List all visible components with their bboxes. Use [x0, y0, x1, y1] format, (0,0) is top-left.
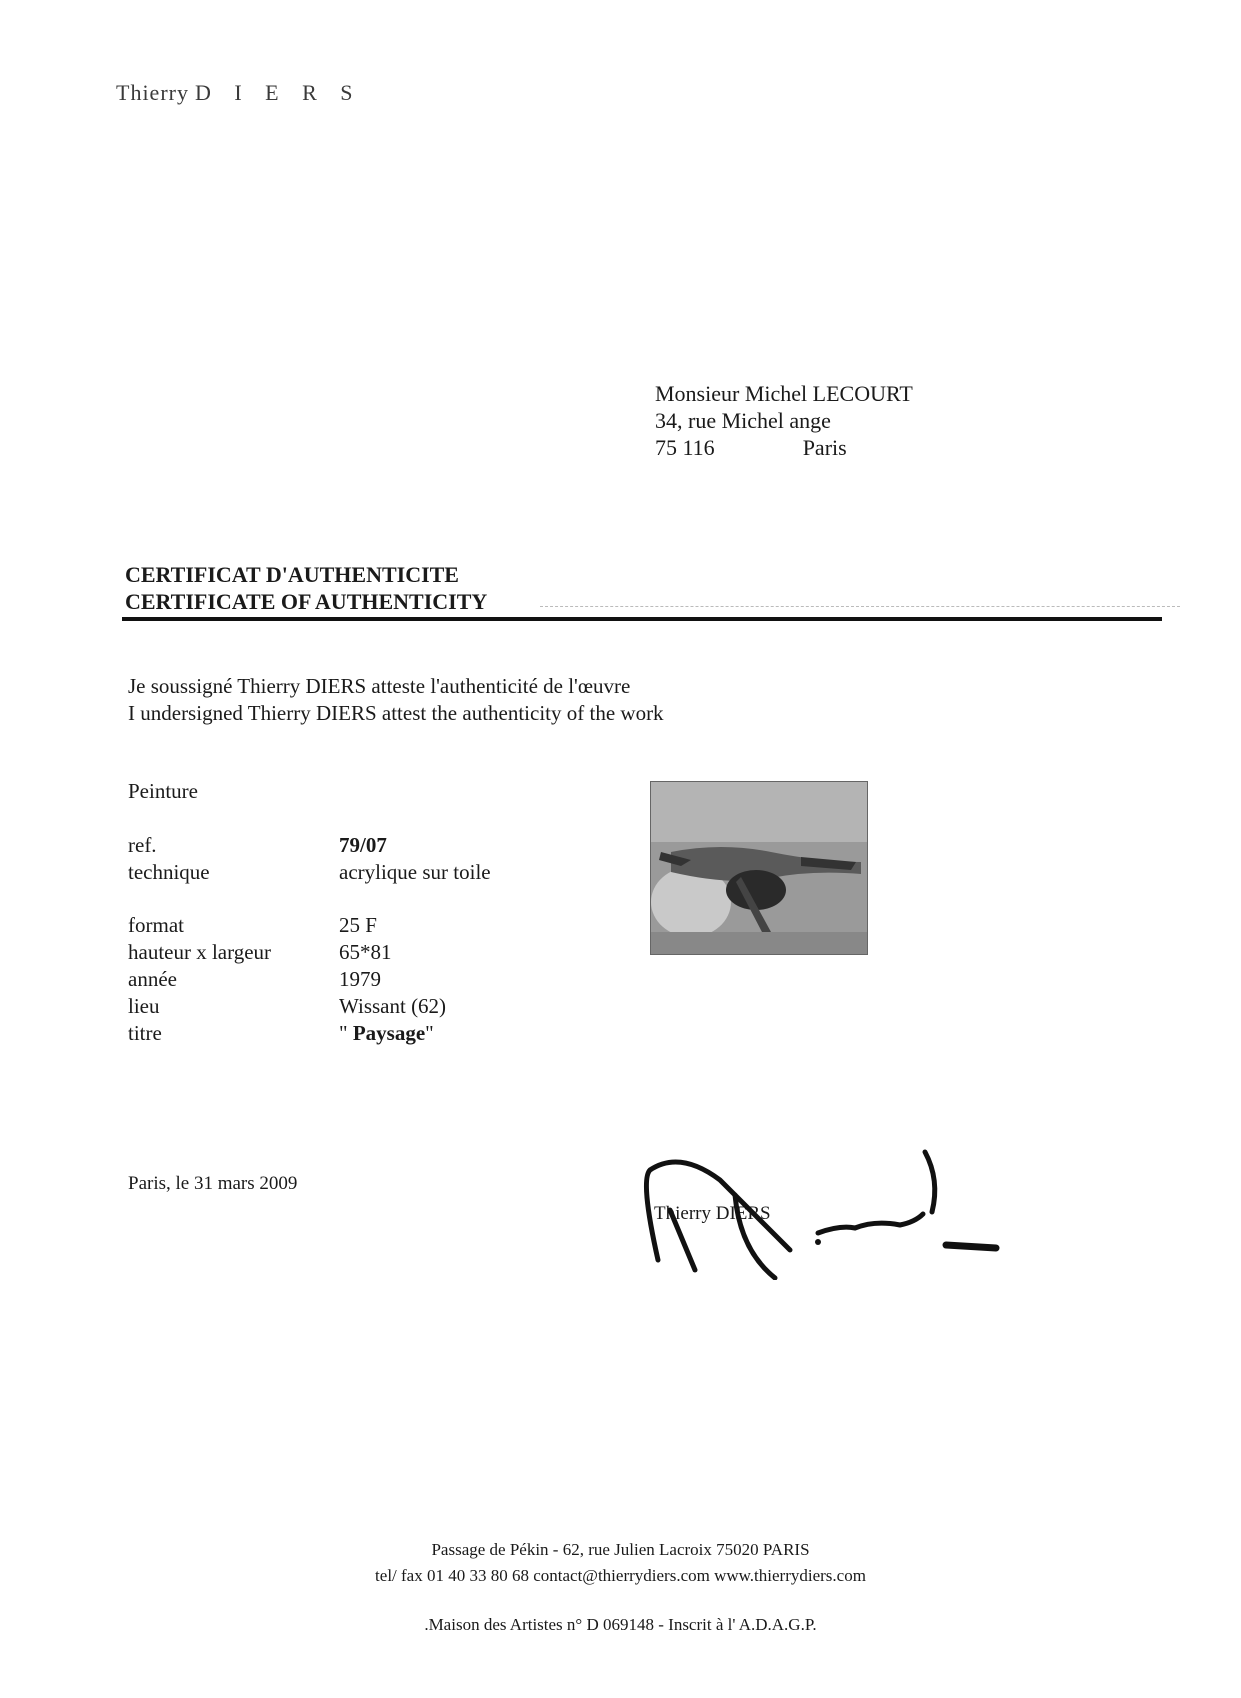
recipient-address — [655, 380, 913, 461]
footer-address: Passage de Pékin - 62, rue Julien Lacroix 75020 PARIS — [431, 1540, 810, 1559]
year-value: 1979 — [339, 967, 381, 991]
footer-contact: tel/ fax 01 40 33 80 68 contact@thierrydiers.com www.thierrydiers.com — [375, 1566, 866, 1585]
title-value-line — [339, 1020, 434, 1047]
attestation-fr: Je soussigné Thierry DIERS atteste l'authenticité de l'œuvre — [128, 674, 631, 698]
technique-label: technique — [128, 860, 210, 884]
technique-value: acrylique sur toile — [339, 860, 491, 884]
format-label: format — [128, 913, 184, 937]
artwork-thumbnail — [650, 781, 868, 955]
certificate-title-fr: CERTIFICAT D'AUTHENTICITE — [125, 562, 459, 587]
place-label: lieu — [128, 994, 160, 1018]
artwork-category: Peinture — [128, 779, 198, 803]
title-open-quote: " — [339, 1021, 353, 1045]
recipient-postal: 75 116 — [655, 435, 715, 460]
year-label: année — [128, 967, 177, 991]
letterhead-last-name: D I E R S — [194, 80, 362, 105]
recipient-city: Paris — [802, 435, 847, 460]
signature-mark — [640, 1140, 1010, 1280]
ref-value: 79/07 — [339, 833, 387, 857]
recipient-name: Monsieur Michel LECOURT — [655, 381, 913, 406]
recipient-city-line — [655, 434, 913, 461]
title-divider — [122, 617, 1162, 621]
title-close-quote: " — [425, 1021, 434, 1045]
format-value: 25 F — [339, 913, 377, 937]
faint-divider — [540, 606, 1180, 607]
signing-date: Paris, le 31 mars 2009 — [128, 1173, 298, 1194]
dimensions-label: hauteur x largeur — [128, 940, 272, 964]
place-value: Wissant (62) — [339, 994, 447, 1018]
recipient-street: 34, rue Michel ange — [655, 408, 831, 433]
dimensions-value: 65*81 — [339, 940, 392, 964]
title-label: titre — [128, 1021, 162, 1045]
attestation — [128, 673, 664, 727]
ref-label: ref. — [128, 833, 157, 857]
title-value: Paysage — [352, 1021, 426, 1045]
signatory-name: Thierry DIERS — [654, 1203, 771, 1224]
artist-letterhead — [116, 80, 362, 106]
attestation-en: I undersigned Thierry DIERS attest the authenticity of the work — [128, 701, 664, 725]
letterhead-first-name: Thierry — [116, 80, 189, 105]
certificate-title-en: CERTIFICATE OF AUTHENTICITY — [125, 589, 488, 614]
footer-registration: .Maison des Artistes n° D 069148 - Inscrit à l' A.D.A.G.P. — [424, 1615, 817, 1634]
